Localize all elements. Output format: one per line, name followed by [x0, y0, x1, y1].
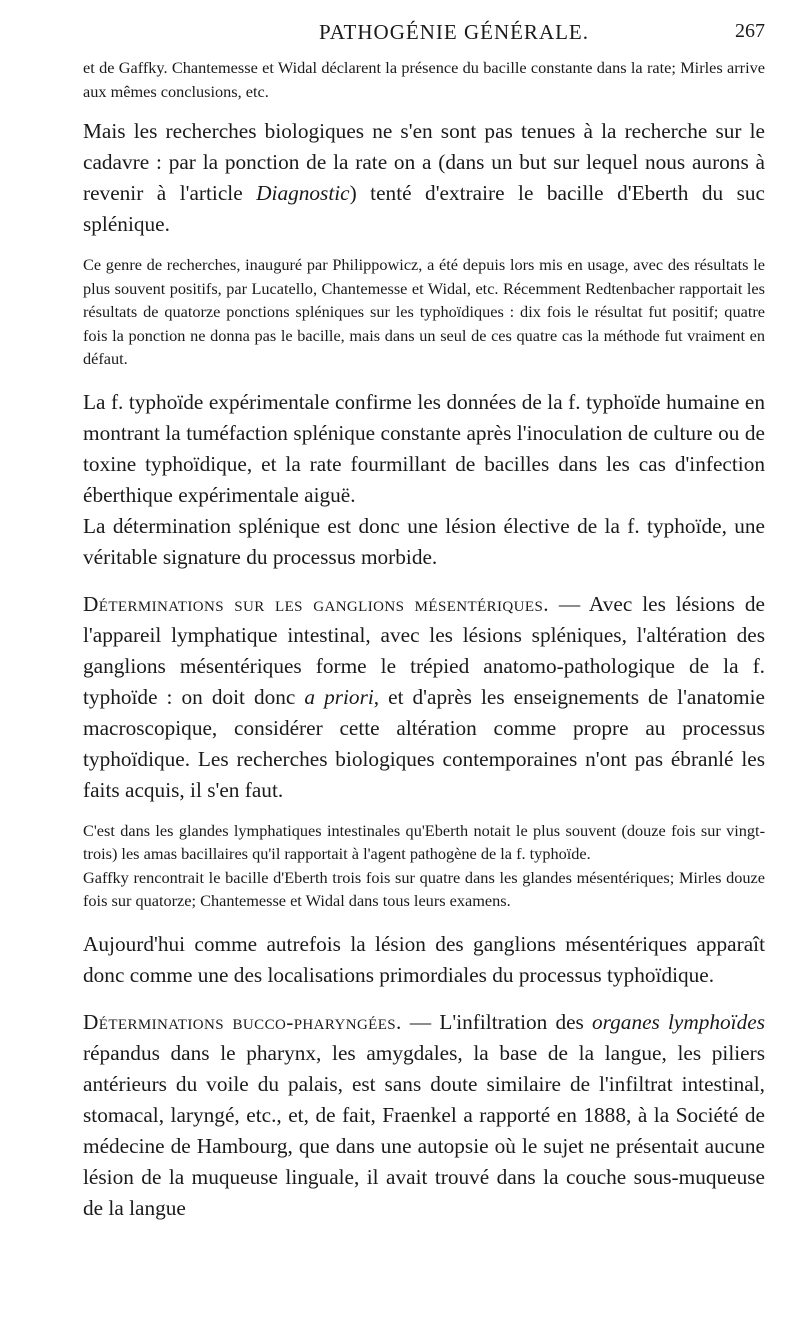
paragraph-text: , et d'après les enseignements de l'anatomie macroscopique, considérer cette altération comme propre au processus typhoïdique. Les recherches biologiques contemporaines n'ont pas ébranlé les faits acquis, il s'en faut.: [83, 684, 765, 802]
paragraph-splenic-puncture: Ce genre de recherches, inauguré par Philippowicz, a été depuis lors mis en usage, avec des résultats le plus souvent positifs, par Lucatello, Chantemesse et Widal, etc. Récemment Redtenbacher rapportait les résultats de quatorze ponctions spléniques sur les typhoïdiques : dix fois le résultat fut positif; quatre fois la ponction ne donna pas le bacille, mais dans un seul de ces quatre cas la méthode fut vraiment en défaut.: [83, 255, 765, 368]
italic-term: Diagnostic: [256, 181, 350, 205]
paragraph-gaffky-results: Gaffky rencontrait le bacille d'Eberth trois fois sur quatre dans les glandes mésentériques; Mirles douze fois sur quatorze; Chantemesse et Widal dans tous leurs examens.: [83, 867, 765, 910]
paragraph-text: ) tenté d'extraire le bacille d'Eberth du suc splénique.: [83, 181, 765, 236]
paragraph-text: — L'infiltration des: [401, 1009, 592, 1034]
paragraph-eberth-glands: C'est dans les glandes lymphatiques intestinales qu'Eberth notait le plus souvent (douze fois sur vingt-trois) les amas bacillaires qu'il rapportait à l'agent pathogène de la f. typhoïde.: [83, 820, 765, 863]
italic-term: a priori: [304, 684, 374, 709]
paragraph-text: — Avec les lésions de l'appareil lymphatique intestinal, avec les lésions spléniques, l'altération des ganglions mésentériques forme le trépied anatomo-pathologique de la f. typhoïde : on doit donc: [83, 591, 765, 709]
running-head: [83, 14, 765, 52]
paragraph-primordial-localisation: Aujourd'hui comme autrefois la lésion des ganglions mésentériques apparaît donc comme une des localisations primordiales du processus typhoïdique.: [83, 931, 765, 987]
page-number: 267: [735, 20, 765, 42]
section-heading: Déterminations sur les ganglions mésentériques.: [83, 591, 549, 616]
paragraph-mesenteric-ganglia: [83, 589, 765, 806]
paragraph-text: répandus dans le pharynx, les amygdales, la base de la langue, les piliers antérieurs du voile du palais, est sans doute similaire de l'infiltrat intestinal, stomacal, laryngé, etc., et, de fait, Fraenkel a rapporté en 1888, à la Société de médecine de Hambourg, que dans une autopsie où le sujet ne présentait aucune lésion de la muqueuse linguale, il avait trouvé dans la couche sous-muqueuse de la langue: [83, 1040, 765, 1220]
paragraph-biological-research: [83, 116, 765, 240]
paragraph-gaffky-continuation: et de Gaffky. Chantemesse et Widal déclarent la présence du bacille constante dans la rate; Mirles arrive aux mêmes conclusions, etc.: [83, 58, 765, 101]
running-title: PATHOGÉNIE GÉNÉRALE.: [318, 20, 590, 44]
italic-term: organes lymphoïdes: [592, 1009, 765, 1034]
paragraph-splenic-determination: La détermination splénique est donc une lésion élective de la f. typhoïde, une véritable signature du processus morbide.: [83, 513, 765, 569]
paragraph-bucco-pharyngeal: [83, 1007, 765, 1224]
paragraph-text: Mais les recherches biologiques ne s'en sont pas tenues à la recherche sur le cadavre : par la ponction de la rate on a (dans un but sur lequel nous aurons à revenir à l'article: [83, 119, 765, 205]
paragraph-experimental-typhoid: La f. typhoïde expérimentale confirme les données de la f. typhoïde humaine en montrant la tuméfaction splénique constante après l'inoculation de culture ou de toxine typhoïdique, et la rate fourmillant de bacilles dans les cas d'infection éberthique expérimentale aiguë.: [83, 389, 765, 507]
section-heading: Déterminations bucco-pharyngées.: [83, 1009, 402, 1034]
